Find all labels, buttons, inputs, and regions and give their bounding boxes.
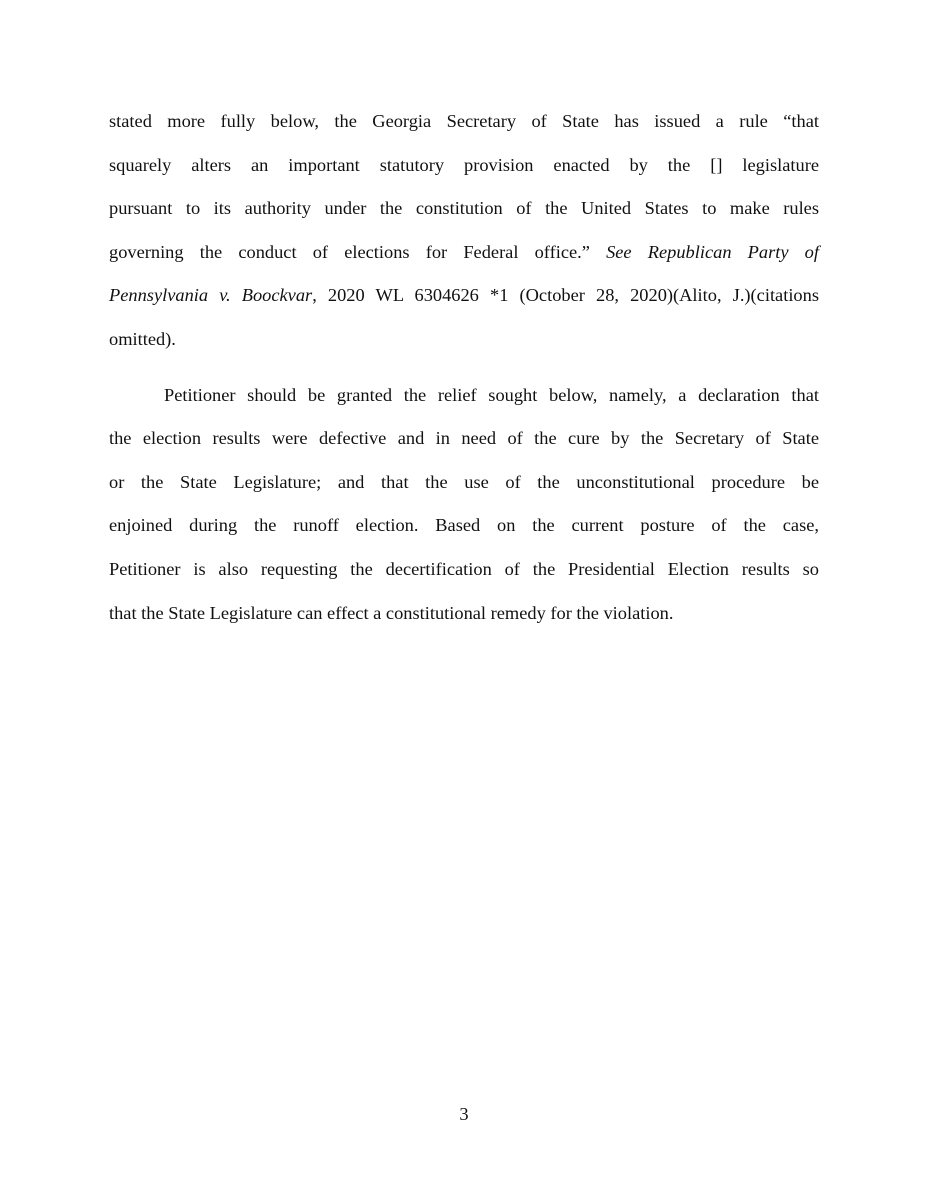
paragraph-line: the election results were defective and in need of the cure by the Secretary of State <box>109 428 819 449</box>
case-citation-italic: See Republican Party of <box>606 241 819 262</box>
paragraph-line: or the State Legislature; and that the use of the unconstitutional procedure be <box>109 471 819 492</box>
paragraph-line: Petitioner is also requesting the decertification of the Presidential Election results so <box>109 558 819 579</box>
line-text: governing the conduct of elections for Federal office.” <box>109 241 607 262</box>
body-text <box>109 100 819 635</box>
paragraph-1 <box>109 100 819 362</box>
paragraph-line: stated more fully below, the Georgia Secretary of State has issued a rule “that <box>109 111 819 131</box>
paragraph-line: Petitioner should be granted the relief sought below, namely, a declaration that <box>164 384 819 405</box>
case-name-italic: Pennsylvania v. Boockvar <box>109 285 313 306</box>
paragraph-spacer <box>109 362 819 374</box>
paragraph-line: that the State Legislature can effect a constitutional remedy for the violation. <box>109 602 674 623</box>
paragraph-line <box>109 231 819 275</box>
line-text: , 2020 WL 6304626 *1 (October 28, 2020)(Alito, J.)(citations <box>312 285 819 306</box>
paragraph-line: omitted). <box>109 328 176 349</box>
paragraph-line: pursuant to its authority under the constitution of the United States to make rules <box>109 198 819 219</box>
page-number: 3 <box>459 1104 469 1124</box>
paragraph-line <box>109 274 819 318</box>
paragraph-line: enjoined during the runoff election. Based on the current posture of the case, <box>109 515 819 536</box>
paragraph-2 <box>109 374 819 636</box>
paragraph-line: squarely alters an important statutory provision enacted by the [] legislature <box>109 154 819 175</box>
